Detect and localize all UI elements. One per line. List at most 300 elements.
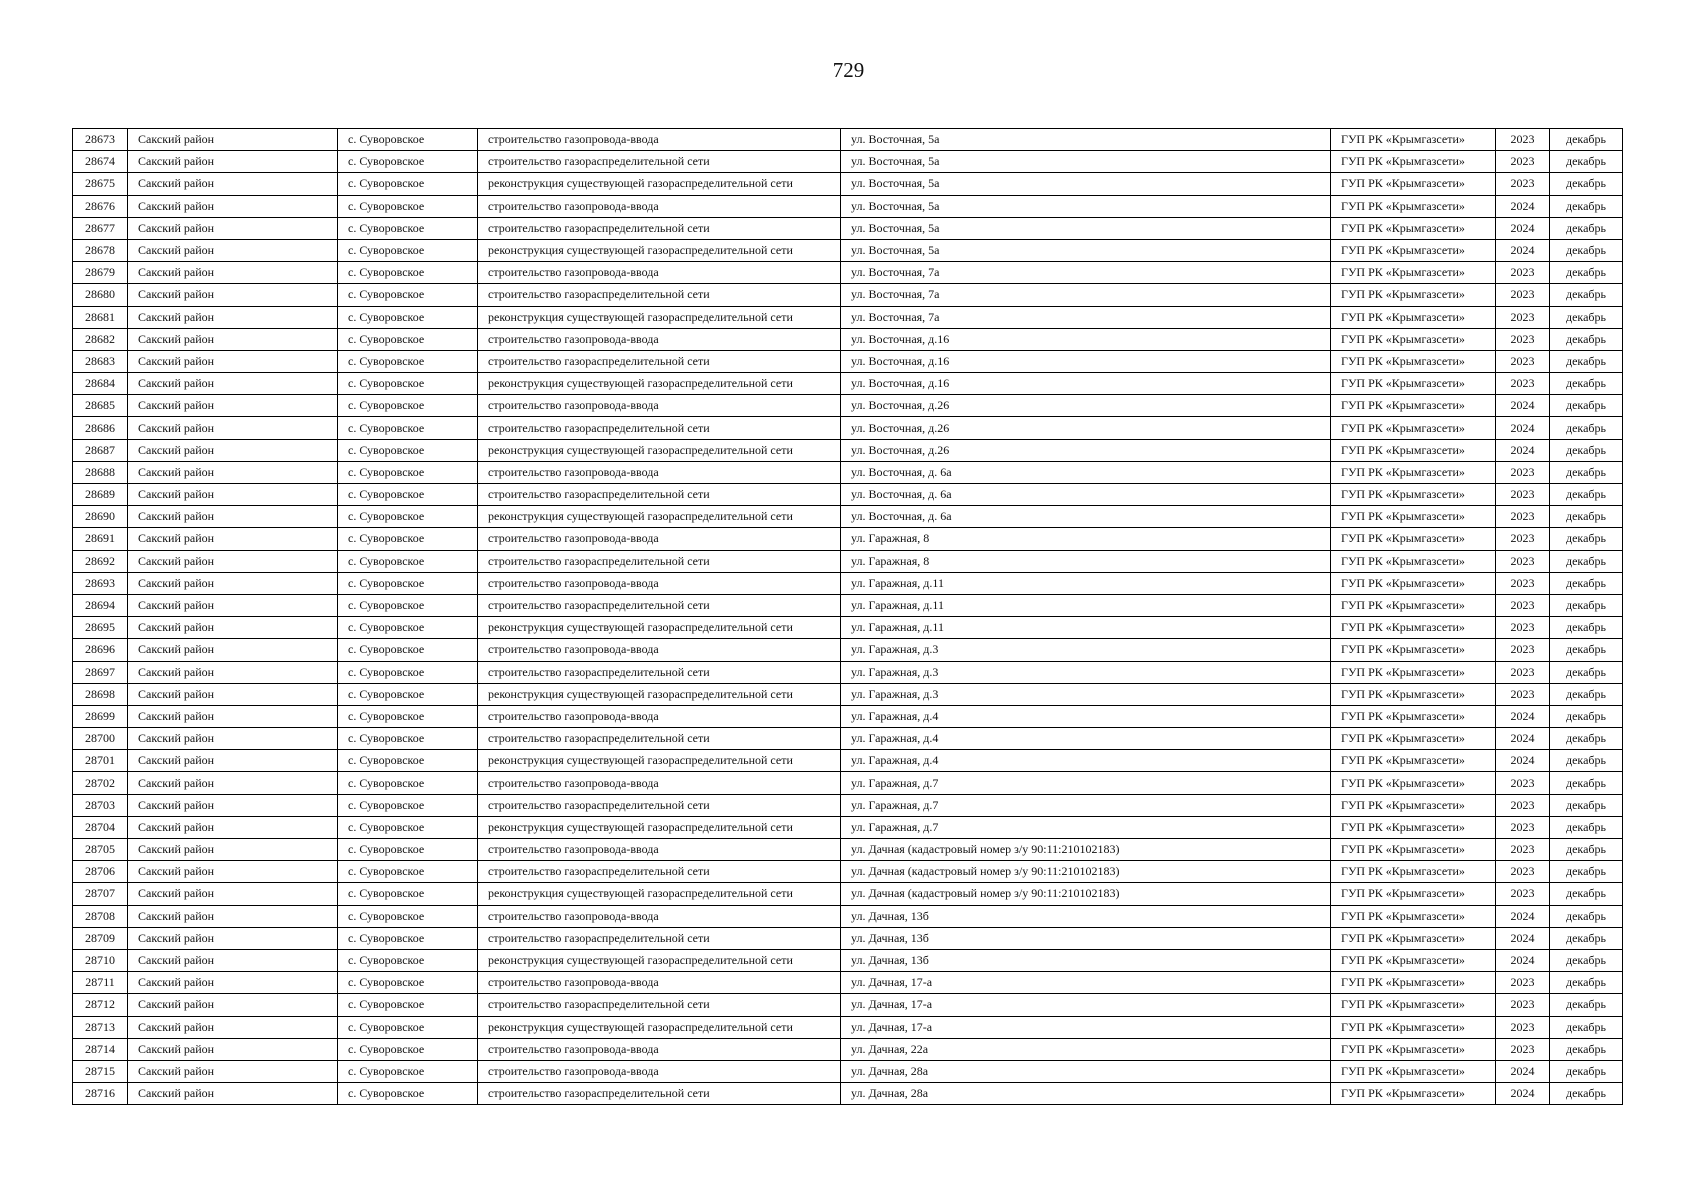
year-cell: 2023 — [1496, 484, 1550, 506]
address-cell: ул. Восточная, 5а — [841, 151, 1331, 173]
month-cell: декабрь — [1550, 594, 1623, 616]
row-number-cell: 28691 — [73, 528, 128, 550]
district-cell: Сакский район — [128, 461, 338, 483]
year-cell: 2023 — [1496, 594, 1550, 616]
table-row — [73, 195, 1623, 217]
address-cell: ул. Гаражная, д.4 — [841, 728, 1331, 750]
work-type-cell: реконструкция существующей газораспределительной сети — [478, 173, 841, 195]
month-cell: декабрь — [1550, 572, 1623, 594]
table-row — [73, 927, 1623, 949]
table-row — [73, 550, 1623, 572]
year-cell: 2024 — [1496, 239, 1550, 261]
month-cell: декабрь — [1550, 1083, 1623, 1105]
month-cell: декабрь — [1550, 417, 1623, 439]
district-cell: Сакский район — [128, 239, 338, 261]
work-type-cell: строительство газопровода-ввода — [478, 772, 841, 794]
month-cell: декабрь — [1550, 1060, 1623, 1082]
village-cell: с. Суворовское — [338, 816, 478, 838]
work-type-cell: строительство газопровода-ввода — [478, 395, 841, 417]
village-cell: с. Суворовское — [338, 550, 478, 572]
registry-table — [72, 128, 1623, 1105]
row-number-cell: 28703 — [73, 794, 128, 816]
organization-cell: ГУП РК «Крымгазсети» — [1331, 284, 1496, 306]
address-cell: ул. Гаражная, д.11 — [841, 572, 1331, 594]
address-cell: ул. Восточная, 5а — [841, 195, 1331, 217]
year-cell: 2023 — [1496, 794, 1550, 816]
row-number-cell: 28698 — [73, 683, 128, 705]
village-cell: с. Суворовское — [338, 528, 478, 550]
month-cell: декабрь — [1550, 550, 1623, 572]
work-type-cell: реконструкция существующей газораспределительной сети — [478, 1016, 841, 1038]
village-cell: с. Суворовское — [338, 728, 478, 750]
row-number-cell: 28706 — [73, 861, 128, 883]
organization-cell: ГУП РК «Крымгазсети» — [1331, 1060, 1496, 1082]
year-cell: 2024 — [1496, 705, 1550, 727]
table-row — [73, 594, 1623, 616]
month-cell: декабрь — [1550, 306, 1623, 328]
village-cell: с. Суворовское — [338, 839, 478, 861]
work-type-cell: строительство газораспределительной сети — [478, 994, 841, 1016]
address-cell: ул. Гаражная, д.7 — [841, 772, 1331, 794]
year-cell: 2024 — [1496, 439, 1550, 461]
year-cell: 2024 — [1496, 1083, 1550, 1105]
table-row — [73, 129, 1623, 151]
table-row — [73, 1016, 1623, 1038]
address-cell: ул. Гаражная, д.11 — [841, 617, 1331, 639]
district-cell: Сакский район — [128, 794, 338, 816]
row-number-cell: 28688 — [73, 461, 128, 483]
village-cell: с. Суворовское — [338, 1038, 478, 1060]
work-type-cell: реконструкция существующей газораспределительной сети — [478, 883, 841, 905]
organization-cell: ГУП РК «Крымгазсети» — [1331, 328, 1496, 350]
table-row — [73, 683, 1623, 705]
organization-cell: ГУП РК «Крымгазсети» — [1331, 639, 1496, 661]
table-row — [73, 1060, 1623, 1082]
month-cell: декабрь — [1550, 506, 1623, 528]
year-cell: 2023 — [1496, 1038, 1550, 1060]
year-cell: 2024 — [1496, 949, 1550, 971]
row-number-cell: 28697 — [73, 661, 128, 683]
row-number-cell: 28678 — [73, 239, 128, 261]
organization-cell: ГУП РК «Крымгазсети» — [1331, 1083, 1496, 1105]
village-cell: с. Суворовское — [338, 484, 478, 506]
table-row — [73, 306, 1623, 328]
district-cell: Сакский район — [128, 905, 338, 927]
work-type-cell: строительство газопровода-ввода — [478, 639, 841, 661]
address-cell: ул. Восточная, д.16 — [841, 373, 1331, 395]
district-cell: Сакский район — [128, 328, 338, 350]
table-row — [73, 794, 1623, 816]
district-cell: Сакский район — [128, 883, 338, 905]
village-cell: с. Суворовское — [338, 506, 478, 528]
table-row — [73, 639, 1623, 661]
row-number-cell: 28685 — [73, 395, 128, 417]
row-number-cell: 28700 — [73, 728, 128, 750]
address-cell: ул. Дачная (кадастровый номер з/у 90:11:210102183) — [841, 883, 1331, 905]
organization-cell: ГУП РК «Крымгазсети» — [1331, 239, 1496, 261]
address-cell: ул. Восточная, д.16 — [841, 350, 1331, 372]
organization-cell: ГУП РК «Крымгазсети» — [1331, 594, 1496, 616]
organization-cell: ГУП РК «Крымгазсети» — [1331, 661, 1496, 683]
district-cell: Сакский район — [128, 395, 338, 417]
month-cell: декабрь — [1550, 395, 1623, 417]
village-cell: с. Суворовское — [338, 661, 478, 683]
year-cell: 2024 — [1496, 728, 1550, 750]
address-cell: ул. Дачная (кадастровый номер з/у 90:11:210102183) — [841, 839, 1331, 861]
row-number-cell: 28681 — [73, 306, 128, 328]
village-cell: с. Суворовское — [338, 173, 478, 195]
table-row — [73, 661, 1623, 683]
village-cell: с. Суворовское — [338, 949, 478, 971]
year-cell: 2023 — [1496, 151, 1550, 173]
village-cell: с. Суворовское — [338, 683, 478, 705]
district-cell: Сакский район — [128, 284, 338, 306]
work-type-cell: реконструкция существующей газораспределительной сети — [478, 949, 841, 971]
village-cell: с. Суворовское — [338, 1016, 478, 1038]
month-cell: декабрь — [1550, 639, 1623, 661]
row-number-cell: 28714 — [73, 1038, 128, 1060]
address-cell: ул. Восточная, д. 6а — [841, 506, 1331, 528]
work-type-cell: строительство газораспределительной сети — [478, 217, 841, 239]
row-number-cell: 28694 — [73, 594, 128, 616]
row-number-cell: 28679 — [73, 262, 128, 284]
address-cell: ул. Дачная, 17-а — [841, 994, 1331, 1016]
address-cell: ул. Гаражная, д.3 — [841, 661, 1331, 683]
organization-cell: ГУП РК «Крымгазсети» — [1331, 905, 1496, 927]
address-cell: ул. Восточная, д. 6а — [841, 484, 1331, 506]
month-cell: декабрь — [1550, 262, 1623, 284]
village-cell: с. Суворовское — [338, 1060, 478, 1082]
district-cell: Сакский район — [128, 572, 338, 594]
organization-cell: ГУП РК «Крымгазсети» — [1331, 927, 1496, 949]
row-number-cell: 28710 — [73, 949, 128, 971]
table-body — [73, 129, 1623, 1105]
organization-cell: ГУП РК «Крымгазсети» — [1331, 839, 1496, 861]
work-type-cell: строительство газопровода-ввода — [478, 195, 841, 217]
district-cell: Сакский район — [128, 683, 338, 705]
row-number-cell: 28686 — [73, 417, 128, 439]
row-number-cell: 28696 — [73, 639, 128, 661]
month-cell: декабрь — [1550, 972, 1623, 994]
work-type-cell: строительство газораспределительной сети — [478, 151, 841, 173]
work-type-cell: строительство газораспределительной сети — [478, 350, 841, 372]
table-row — [73, 328, 1623, 350]
month-cell: декабрь — [1550, 705, 1623, 727]
district-cell: Сакский район — [128, 262, 338, 284]
year-cell: 2023 — [1496, 639, 1550, 661]
table-row — [73, 284, 1623, 306]
work-type-cell: строительство газопровода-ввода — [478, 839, 841, 861]
address-cell: ул. Восточная, д.26 — [841, 395, 1331, 417]
year-cell: 2024 — [1496, 1060, 1550, 1082]
village-cell: с. Суворовское — [338, 794, 478, 816]
year-cell: 2023 — [1496, 528, 1550, 550]
row-number-cell: 28693 — [73, 572, 128, 594]
village-cell: с. Суворовское — [338, 972, 478, 994]
month-cell: декабрь — [1550, 328, 1623, 350]
year-cell: 2023 — [1496, 306, 1550, 328]
row-number-cell: 28712 — [73, 994, 128, 1016]
month-cell: декабрь — [1550, 528, 1623, 550]
year-cell: 2023 — [1496, 839, 1550, 861]
village-cell: с. Суворовское — [338, 639, 478, 661]
village-cell: с. Суворовское — [338, 439, 478, 461]
year-cell: 2023 — [1496, 262, 1550, 284]
organization-cell: ГУП РК «Крымгазсети» — [1331, 572, 1496, 594]
village-cell: с. Суворовское — [338, 350, 478, 372]
organization-cell: ГУП РК «Крымгазсети» — [1331, 883, 1496, 905]
work-type-cell: реконструкция существующей газораспределительной сети — [478, 750, 841, 772]
organization-cell: ГУП РК «Крымгазсети» — [1331, 683, 1496, 705]
year-cell: 2023 — [1496, 772, 1550, 794]
month-cell: декабрь — [1550, 750, 1623, 772]
row-number-cell: 28699 — [73, 705, 128, 727]
organization-cell: ГУП РК «Крымгазсети» — [1331, 750, 1496, 772]
month-cell: декабрь — [1550, 728, 1623, 750]
village-cell: с. Суворовское — [338, 1083, 478, 1105]
address-cell: ул. Дачная (кадастровый номер з/у 90:11:210102183) — [841, 861, 1331, 883]
month-cell: декабрь — [1550, 839, 1623, 861]
work-type-cell: строительство газопровода-ввода — [478, 972, 841, 994]
month-cell: декабрь — [1550, 772, 1623, 794]
year-cell: 2023 — [1496, 506, 1550, 528]
address-cell: ул. Дачная, 17-а — [841, 1016, 1331, 1038]
table-row — [73, 728, 1623, 750]
organization-cell: ГУП РК «Крымгазсети» — [1331, 439, 1496, 461]
work-type-cell: строительство газопровода-ввода — [478, 328, 841, 350]
village-cell: с. Суворовское — [338, 239, 478, 261]
work-type-cell: строительство газораспределительной сети — [478, 484, 841, 506]
work-type-cell: строительство газопровода-ввода — [478, 1038, 841, 1060]
address-cell: ул. Дачная, 17-а — [841, 972, 1331, 994]
address-cell: ул. Дачная, 13б — [841, 949, 1331, 971]
village-cell: с. Суворовское — [338, 306, 478, 328]
district-cell: Сакский район — [128, 772, 338, 794]
month-cell: декабрь — [1550, 661, 1623, 683]
year-cell: 2024 — [1496, 195, 1550, 217]
year-cell: 2023 — [1496, 1016, 1550, 1038]
district-cell: Сакский район — [128, 617, 338, 639]
district-cell: Сакский район — [128, 550, 338, 572]
table-row — [73, 816, 1623, 838]
address-cell: ул. Восточная, д.16 — [841, 328, 1331, 350]
village-cell: с. Суворовское — [338, 262, 478, 284]
row-number-cell: 28715 — [73, 1060, 128, 1082]
work-type-cell: строительство газораспределительной сети — [478, 1083, 841, 1105]
organization-cell: ГУП РК «Крымгазсети» — [1331, 506, 1496, 528]
organization-cell: ГУП РК «Крымгазсети» — [1331, 373, 1496, 395]
village-cell: с. Суворовское — [338, 572, 478, 594]
work-type-cell: строительство газораспределительной сети — [478, 927, 841, 949]
organization-cell: ГУП РК «Крымгазсети» — [1331, 816, 1496, 838]
organization-cell: ГУП РК «Крымгазсети» — [1331, 195, 1496, 217]
month-cell: декабрь — [1550, 927, 1623, 949]
address-cell: ул. Гаражная, д.7 — [841, 794, 1331, 816]
table-row — [73, 173, 1623, 195]
row-number-cell: 28680 — [73, 284, 128, 306]
district-cell: Сакский район — [128, 417, 338, 439]
organization-cell: ГУП РК «Крымгазсети» — [1331, 129, 1496, 151]
row-number-cell: 28713 — [73, 1016, 128, 1038]
year-cell: 2024 — [1496, 927, 1550, 949]
year-cell: 2024 — [1496, 750, 1550, 772]
work-type-cell: строительство газопровода-ввода — [478, 705, 841, 727]
organization-cell: ГУП РК «Крымгазсети» — [1331, 417, 1496, 439]
month-cell: декабрь — [1550, 350, 1623, 372]
organization-cell: ГУП РК «Крымгазсети» — [1331, 395, 1496, 417]
month-cell: декабрь — [1550, 905, 1623, 927]
village-cell: с. Суворовское — [338, 905, 478, 927]
village-cell: с. Суворовское — [338, 417, 478, 439]
table-row — [73, 972, 1623, 994]
row-number-cell: 28705 — [73, 839, 128, 861]
work-type-cell: строительство газопровода-ввода — [478, 1060, 841, 1082]
village-cell: с. Суворовское — [338, 395, 478, 417]
row-number-cell: 28704 — [73, 816, 128, 838]
row-number-cell: 28673 — [73, 129, 128, 151]
row-number-cell: 28707 — [73, 883, 128, 905]
work-type-cell: строительство газораспределительной сети — [478, 861, 841, 883]
table-row — [73, 350, 1623, 372]
year-cell: 2023 — [1496, 461, 1550, 483]
district-cell: Сакский район — [128, 1038, 338, 1060]
year-cell: 2023 — [1496, 972, 1550, 994]
month-cell: декабрь — [1550, 129, 1623, 151]
work-type-cell: строительство газораспределительной сети — [478, 417, 841, 439]
village-cell: с. Суворовское — [338, 217, 478, 239]
table-row — [73, 417, 1623, 439]
village-cell: с. Суворовское — [338, 328, 478, 350]
address-cell: ул. Восточная, 5а — [841, 217, 1331, 239]
row-number-cell: 28709 — [73, 927, 128, 949]
village-cell: с. Суворовское — [338, 861, 478, 883]
organization-cell: ГУП РК «Крымгазсети» — [1331, 972, 1496, 994]
organization-cell: ГУП РК «Крымгазсети» — [1331, 550, 1496, 572]
organization-cell: ГУП РК «Крымгазсети» — [1331, 705, 1496, 727]
district-cell: Сакский район — [128, 217, 338, 239]
organization-cell: ГУП РК «Крымгазсети» — [1331, 461, 1496, 483]
month-cell: декабрь — [1550, 151, 1623, 173]
table-row — [73, 217, 1623, 239]
table-row — [73, 572, 1623, 594]
work-type-cell: строительство газораспределительной сети — [478, 661, 841, 683]
table-row — [73, 262, 1623, 284]
table-row — [73, 994, 1623, 1016]
table-row — [73, 883, 1623, 905]
month-cell: декабрь — [1550, 1016, 1623, 1038]
district-cell: Сакский район — [128, 350, 338, 372]
year-cell: 2023 — [1496, 683, 1550, 705]
address-cell: ул. Гаражная, д.4 — [841, 705, 1331, 727]
year-cell: 2023 — [1496, 994, 1550, 1016]
district-cell: Сакский район — [128, 439, 338, 461]
month-cell: декабрь — [1550, 794, 1623, 816]
row-number-cell: 28692 — [73, 550, 128, 572]
row-number-cell: 28695 — [73, 617, 128, 639]
table-row — [73, 861, 1623, 883]
table-row — [73, 839, 1623, 861]
row-number-cell: 28682 — [73, 328, 128, 350]
district-cell: Сакский район — [128, 151, 338, 173]
address-cell: ул. Гаражная, 8 — [841, 528, 1331, 550]
row-number-cell: 28711 — [73, 972, 128, 994]
row-number-cell: 28701 — [73, 750, 128, 772]
work-type-cell: строительство газораспределительной сети — [478, 284, 841, 306]
row-number-cell: 28683 — [73, 350, 128, 372]
table-row — [73, 151, 1623, 173]
work-type-cell: реконструкция существующей газораспределительной сети — [478, 683, 841, 705]
work-type-cell: реконструкция существующей газораспределительной сети — [478, 816, 841, 838]
address-cell: ул. Гаражная, 8 — [841, 550, 1331, 572]
village-cell: с. Суворовское — [338, 195, 478, 217]
work-type-cell: строительство газопровода-ввода — [478, 905, 841, 927]
district-cell: Сакский район — [128, 705, 338, 727]
district-cell: Сакский район — [128, 173, 338, 195]
month-cell: декабрь — [1550, 373, 1623, 395]
district-cell: Сакский район — [128, 839, 338, 861]
row-number-cell: 28702 — [73, 772, 128, 794]
village-cell: с. Суворовское — [338, 129, 478, 151]
district-cell: Сакский район — [128, 195, 338, 217]
village-cell: с. Суворовское — [338, 151, 478, 173]
work-type-cell: строительство газопровода-ввода — [478, 461, 841, 483]
district-cell: Сакский район — [128, 506, 338, 528]
address-cell: ул. Восточная, 7а — [841, 284, 1331, 306]
address-cell: ул. Восточная, д.26 — [841, 417, 1331, 439]
year-cell: 2024 — [1496, 217, 1550, 239]
month-cell: декабрь — [1550, 195, 1623, 217]
address-cell: ул. Дачная, 13б — [841, 927, 1331, 949]
month-cell: декабрь — [1550, 883, 1623, 905]
district-cell: Сакский район — [128, 484, 338, 506]
address-cell: ул. Восточная, д. 6а — [841, 461, 1331, 483]
work-type-cell: реконструкция существующей газораспределительной сети — [478, 617, 841, 639]
row-number-cell: 28687 — [73, 439, 128, 461]
district-cell: Сакский район — [128, 994, 338, 1016]
work-type-cell: реконструкция существующей газораспределительной сети — [478, 506, 841, 528]
district-cell: Сакский район — [128, 528, 338, 550]
table-row — [73, 239, 1623, 261]
month-cell: декабрь — [1550, 484, 1623, 506]
village-cell: с. Суворовское — [338, 461, 478, 483]
organization-cell: ГУП РК «Крымгазсети» — [1331, 484, 1496, 506]
district-cell: Сакский район — [128, 306, 338, 328]
district-cell: Сакский район — [128, 129, 338, 151]
table-row — [73, 1038, 1623, 1060]
month-cell: декабрь — [1550, 173, 1623, 195]
district-cell: Сакский район — [128, 1016, 338, 1038]
table-row — [73, 484, 1623, 506]
village-cell: с. Суворовское — [338, 705, 478, 727]
work-type-cell: строительство газопровода-ввода — [478, 129, 841, 151]
month-cell: декабрь — [1550, 239, 1623, 261]
address-cell: ул. Дачная, 22а — [841, 1038, 1331, 1060]
address-cell: ул. Восточная, д.26 — [841, 439, 1331, 461]
organization-cell: ГУП РК «Крымгазсети» — [1331, 262, 1496, 284]
year-cell: 2023 — [1496, 129, 1550, 151]
organization-cell: ГУП РК «Крымгазсети» — [1331, 728, 1496, 750]
year-cell: 2023 — [1496, 284, 1550, 306]
address-cell: ул. Дачная, 28а — [841, 1060, 1331, 1082]
month-cell: декабрь — [1550, 1038, 1623, 1060]
village-cell: с. Суворовское — [338, 883, 478, 905]
table-row — [73, 439, 1623, 461]
organization-cell: ГУП РК «Крымгазсети» — [1331, 1038, 1496, 1060]
organization-cell: ГУП РК «Крымгазсети» — [1331, 217, 1496, 239]
organization-cell: ГУП РК «Крымгазсети» — [1331, 772, 1496, 794]
organization-cell: ГУП РК «Крымгазсети» — [1331, 306, 1496, 328]
table-row — [73, 705, 1623, 727]
